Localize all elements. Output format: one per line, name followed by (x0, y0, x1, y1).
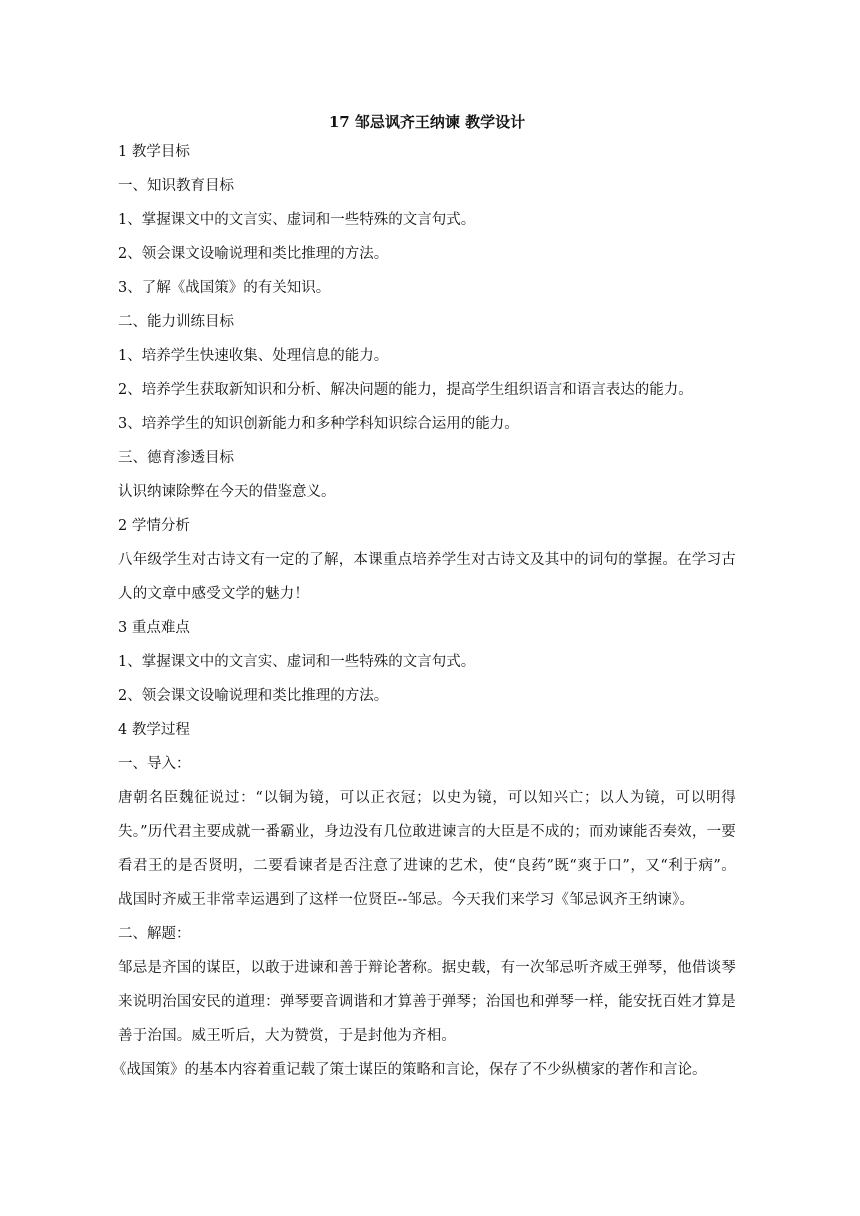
list-item: 2、领会课文设喻说理和类比推理的方法。 (118, 246, 389, 262)
list-item: 2、领会课文设喻说理和类比推理的方法。 (118, 688, 389, 704)
subheading-knowledge-goals: 一、知识教育目标 (118, 178, 234, 194)
subheading-title-explanation: 二、解题： (118, 926, 191, 942)
list-item: 2、培养学生获取新知识和分析、解决问题的能力，提高学生组织语言和语言表达的能力。 (118, 382, 693, 398)
subheading-introduction: 一、导入： (118, 756, 191, 772)
document-title: 17 邹忌讽齐王纳谏 教学设计 (328, 113, 526, 131)
subheading-ability-goals: 二、能力训练目标 (118, 314, 234, 330)
heading-teaching-process: 4 教学过程 (118, 722, 190, 738)
list-item: 1、培养学生快速收集、处理信息的能力。 (118, 348, 389, 364)
list-item: 1、掌握课文中的文言实、虚词和一些特殊的文言句式。 (118, 654, 476, 670)
list-item: 3、了解《战国策》的有关知识。 (118, 280, 331, 296)
paragraph-introduction: 唐朝名臣魏征说过：“以铜为镜，可以正衣冠；以史为镜，可以知兴亡；以人为镜，可以明得失。”历代君主要成就一番霸业，身边没有几位敢进谏言的大臣是不成的；而劝谏能否奏效，一要看君王的是否贤明，二要看谏者是否注意了进谏的艺术，使“良药”既“爽于口”，又“利于病”。战国时齐威王非常幸运遇到了这样一位贤臣--邹忌。今天我们来学习《邹忌讽齐王纳谏》。 (118, 790, 736, 908)
heading-teaching-goals: 1 教学目标 (118, 144, 190, 160)
paragraph-zhanguoce: 《战国策》的基本内容着重记载了策士谋臣的策略和言论，保存了不少纵横家的著作和言论。 (112, 1062, 707, 1078)
heading-key-points: 3 重点难点 (118, 620, 190, 636)
list-item: 1、掌握课文中的文言实、虚词和一些特殊的文言句式。 (118, 212, 476, 228)
paragraph-student-analysis: 八年级学生对古诗文有一定的了解，本课重点培养学生对古诗文及其中的词句的掌握。在学习古人的文章中感受文学的魅力！ (118, 552, 736, 602)
list-item: 3、培养学生的知识创新能力和多种学科知识综合运用的能力。 (118, 416, 519, 432)
list-item: 认识纳谏除弊在今天的借鉴意义。 (118, 484, 336, 500)
paragraph-title-explanation: 邹忌是齐国的谋臣，以敢于进谏和善于辩论著称。据史载，有一次邹忌听齐威王弹琴，他借谈琴来说明治国安民的道理：弹琴要音调谐和才算善于弹琴；治国也和弹琴一样，能安抚百姓才算是善于治国。威王听后，大为赞赏，于是封他为齐相。 (118, 960, 736, 1044)
heading-student-analysis: 2 学情分析 (118, 518, 190, 534)
subheading-moral-goals: 三、德育渗透目标 (118, 450, 234, 466)
document-body (112, 104, 736, 1087)
